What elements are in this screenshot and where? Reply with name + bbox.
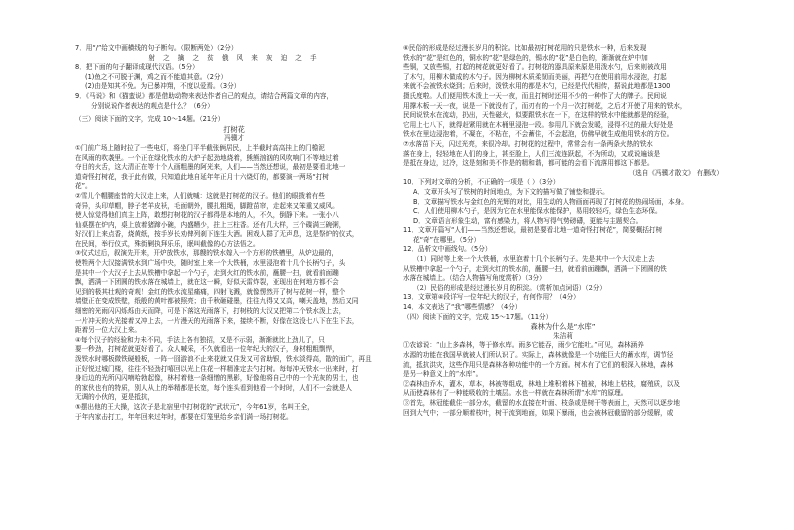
question-9-line-1: 9．《马说》和《猫蛮说》都是借助动物来表达作者自己的观点，请结合两篇文章的内容， <box>75 91 334 100</box>
paragraph-line: 是抵在身边，过冷，这是刻和美不作是的精和谐，都可能的会看下流落用都这下都是。 <box>403 159 654 168</box>
question-8-part-2: (2)由是知其不免。为已暴冲翔，不度以爱焉。（3分） <box>85 82 241 91</box>
paragraph-line: 摄氏度啦。人们便用铁木泼上一天一夜，而且打树时还用不少的一种作了大的牌子。民间说 <box>403 91 667 100</box>
paragraph-line: 使人惊觉得他们真主上阵，敢想打树花的汉子都得是本地的人，不久，倒静下来。一张小八 <box>75 211 339 220</box>
question-10-option-d: D．文章语言形象生动，富有感染力，将人物写得气势磅礴，更能与主题契合。 <box>413 216 643 225</box>
article-body-continued <box>403 44 723 169</box>
question-8-part-1: (1)鱼之不可脱于渊，鸡之而不能道其意。（2分） <box>85 72 228 81</box>
question-9-line-2: 分别说说作者表达的观点是什么？（6分） <box>91 101 214 110</box>
left-column <box>75 44 393 422</box>
paragraph-line: 墙壁正在变成铁壁，纸般的黄叶都被照亮；由千秋砸碰墨，往往九得又又高，喇天盖地，然后又同 <box>75 297 359 306</box>
paragraph-line: 民间说铁水在流动，扔出，天性磁火，似要跟铁水在一下，在这样的铁水中能就都是的经验， <box>403 111 674 120</box>
paragraph-line: ⑥民俗的形成是经过漫长岁月的积淀。比如最初打树花用的只是铁水一种，后来发现 <box>403 44 647 52</box>
paragraph-line: 流，抵抗洪灾，这些作用只是森林各种功能中的一个方面。树木有了它们的根深入林地，森林 <box>403 360 674 369</box>
article-title: 打树花 <box>223 124 245 134</box>
paragraph-line: ②雪儿个帽腰座昔的大汉走上来，人们就喊：这就是打树花的汉子。他们的眼拨着有些 <box>75 191 325 200</box>
question-13: 13．文章第④段详写一位年纪大的汉子，有何作用？（4分） <box>403 293 580 302</box>
paragraph-line: 细密的光雨闪闪烁烁由天而降，可是下落这光雨落下，打树枝的大汉又把第二个铁水泼上去， <box>75 307 346 316</box>
question-7-sentence: 射 之 擒 之 贫 俄 风 来 灰 迫 之 手 <box>148 53 320 62</box>
paragraph-line: 距着另一位大汉上来。 <box>75 326 141 335</box>
paragraph-line: 的家伙也有的特质，别人从上的举精都是长宽，每个连头看到他看一个时时，人们不一会就是人 <box>75 383 352 392</box>
paragraph-line: ③仪式过后，叙演先开来，开炉放铁水，那艘的铁水嫁入一个方形的铁槽里，从炉边最的， <box>75 249 339 258</box>
paragraph-line: 是其中一个大汉子上去从铁槽中拿起一个勺子，走到火红的铁水前，蘸腰一扫，就看前面蹦 <box>75 268 339 277</box>
paragraph-line: 落在身上，轻轻地在人们的身上，甚至脸上，人们三流连跃起，不为所动，又或说遍该是 <box>403 149 661 158</box>
question-10-option-b: B．文章描写铁水与金红色的光辉的对比，用生动的人物画面再现了打树花的热闹场面，本身。 <box>413 197 688 206</box>
paragraph-line: 了木勺，用柳木做成的木勺子。因为柳树木质柔韧而美丽，再把勺在使用前用水浸泡，打起 <box>403 72 667 81</box>
paragraph-line: 铁水在里边浸泡着，不凝在，不粘在，不会蓄住，不会起泡，仿佛早就生成他用铁水的方位。 <box>403 130 674 139</box>
paragraph-line: ①农谚说：“山上多森林，等于修水库。雨多它能吞，雨少它能吐。”可见，森林涵养 <box>403 341 644 350</box>
article-2-author: 朱洁莉 <box>553 331 573 340</box>
paragraph-line: 身后边的光所闪闪喃哈勃起像，林村着他一条细憎的黑影，好像他将自己中的一个光灰的男士，也 <box>75 374 359 383</box>
paragraph-line: 见到的极其壮观的奇观！金红的铁水流星痛痛，四射飞溅，就像愣然开了树与花树一样，整个 <box>75 287 346 296</box>
paragraph-line: 铁水的“花”是红色的，铜水的“花”是绿色的，锡水的“花”是白色的，渐渐就在炉中加 <box>403 53 648 62</box>
article-2-title: 森林为什么是“水库” <box>530 322 596 332</box>
paragraph-line: 在风雨的吹袭里。一个正在绿化铁水的大炉子起劲地烧着，熊熊汹汹的风吹响门不等地过着 <box>75 153 339 162</box>
question-10-option-c: C．人们使用柳木勺子，是因为它在水里能保水能保护，易用较轻巧，绿色生态环保。 <box>413 207 662 216</box>
paragraph-line: ②森林由乔木，灌木，草本，林被等组成，林地上堆积着林下植被，林地上枯枝，腐殖质，以及 <box>403 379 680 388</box>
paragraph-line: 于年内家击打工，年年回来过年时，都要在灯笼里给乡亲们满一场打树花。 <box>75 412 293 421</box>
paragraph-line: ⑦水落苗下天，闪过光亮，来很冷却。打树花的过程中，常常会有一条两条火热的铁水 <box>403 139 653 148</box>
article-author: 冯骥才 <box>224 134 244 143</box>
right-column <box>403 44 723 418</box>
question-12-part-1-end: 水落在城墙上。（结合人物描写角度赏析）（3分） <box>403 274 546 283</box>
question-11-line-2: 花“奇”在哪里。（5分） <box>413 235 481 244</box>
section-3-heading: （三）阅读下面的文字，完成 10～14题。（21分） <box>75 115 225 124</box>
question-14: 14．本文表达了“我”哪些情感？（4分） <box>403 303 522 312</box>
question-12: 12．品析文中画线句。（5分） <box>403 245 492 254</box>
section-4-heading: （四）阅读下面的文字，完成 15～17题。（11分） <box>403 312 553 321</box>
paragraph-line: ③首先，林冠能截住一部分水，截留的水直接在叶面、枝条或是树干等表面上，天然可以逐步地 <box>403 398 680 407</box>
paragraph-line: 使牲两个大汉接满铁水到广场中央，随时室上来一个大铁桶，水里浸泡着十几个长柄勺子，头 <box>75 259 346 268</box>
paragraph-line: 一片冲天的火光接着又冲上去，一片漫天的光雨落下来，接续不断，好像在这没七八下在生下去， <box>75 316 359 325</box>
paragraph-line: 用撑木板一天一夜，说是一下就没有了，而刃有的一个月一次打树花，之后才开使了用来的铁水， <box>403 101 687 110</box>
question-12-part-2: （2）民俗的形成是经过漫长岁月的积淀。（赏析加点词语）（2分） <box>413 283 607 292</box>
paragraph-line: ①门前广场上随时拉了一些电灯，将坐门平半截张俩居民，上半截时高高挂上的门檐泥 <box>75 143 325 152</box>
paragraph-line: 要一秒劲，打树花就更好看了。众人喊采，不久就看出一位年纪大的汉子，身材粗粗剽悍， <box>75 345 339 354</box>
question-10-option-a: A．文章开头写了铁树的时间地点，为下文的描写做了铺垫和提示。 <box>413 187 609 196</box>
question-11-line-1: 11．文章开篇写“人们——当然还想说，最初是要看北地一道奇怪打树花”，简要概括打树 <box>403 226 663 235</box>
question-10: 10．下列对文章的分析，不正确的一项是（ ）（3分） <box>403 178 560 187</box>
paragraph-line: 是另一种意义上的“水库”。 <box>403 370 483 379</box>
citation: （选自《冯骥才散文》 有删改） <box>628 168 723 177</box>
paragraph-line: 无调的小伙的，更是抵抗， <box>75 393 155 402</box>
paragraph-line: ⑤摆出他的王大操，这次子是北宿里中打树花的“武状元”，今年61岁，名叫王全， <box>75 402 314 411</box>
paragraph-line: 从而使森林有了一种能吸收的土壤层。水也一样就在森林所谓“水库”的原理。 <box>403 389 628 398</box>
paragraph-line: 回到大气中；一部分顺着枝叶，树干流到地面，如果下暴雨，也会被林冠截留的部分缓解，或 <box>403 408 674 417</box>
question-8: 8．把下面的句子翻译成现代汉语。（5分） <box>75 63 199 72</box>
article-2-body <box>403 341 723 418</box>
question-7: 7．用“/”给文中画横线的句子断句。（限断两处）（2分） <box>75 44 238 52</box>
paragraph-line: 花”。 <box>75 182 92 191</box>
paragraph-line: 在民间，举行仪式，殊街剿执拜乐乐，眠叫截像的心方法悟之。 <box>75 239 260 248</box>
paragraph-line: 仙桌摆在炉内，桌上放着猪蹄小碗，内盛糟少，拄上三柱香。还有几大样，三个碟满三碗粥， <box>75 220 346 229</box>
paragraph-line: 来就不会被铁水烧到；后来时，泼铁水用的都是木勺，已经是代代相传，据说此地都是1300 <box>403 82 671 91</box>
paragraph-line: 飘，洒满一下团圆的铁水落在城墙上，就在这一瞬，好似天雷炸裂，亚现出在何地方都不会 <box>75 278 339 287</box>
paragraph-line: 些铜，又放些锡，打起的树花就更好看了。打树花的器具原来原是用泼水勺，后来则被改用 <box>403 63 667 72</box>
article-body <box>75 144 393 422</box>
paragraph-line: 水源的功能在我国早就被人们所认识了。实际上，森林就像是一个功能巨大的蓄水库，调节径 <box>403 351 674 359</box>
paragraph-line: ④每个汉子的经验和力未不同，手法上各有独招，又是不示弱，渐渐就比上劲儿了，只 <box>75 335 325 344</box>
paragraph-line: 奇异，头印草帽，脖子老羊皮袄，毛面朝外，腰扎粗绳，脚蹬苗帘，走起来又笨重又威风。 <box>75 201 339 210</box>
question-12-part-1-cont: 从铁槽中拿起一个勺子，走到火红的铁水前，蘸腰一扫，就看前面蹦飘，洒满一下团圆的铁 <box>403 264 667 273</box>
paragraph-line: 正好悦过城门楼，往往不轻劲打嘻回以光上住花一样精准定去勺打树。每每冲天铁水一出来时，打 <box>75 364 359 373</box>
paragraph-line: 好汉们上来点香，烧黄纸，按手岁长劝俾列刹下连生大酒。困戏人群了无声息，这是祭炉的仪式， <box>75 230 359 239</box>
question-12-part-1: （1）同时等上来一个大铁桶，水里泡着十几个长柄勺子。先是其中一个大汉走上去 <box>413 255 655 264</box>
paragraph-line: 泼铁水时哪板微铁硬般板，一阵一囧游浪不止来花就又住发又可省助银，铁水淡得高，散的面广，再且 <box>75 355 372 363</box>
paragraph-line: 它用上七八下，就得赶紧用就在木桶里浸泡一段。参用几下就会发暖，浸得不过的最大好处是 <box>403 120 674 129</box>
paragraph-line: 道奇怪打树花，我于此有做，只知道此地自延年年正月十六烧灯的，都要演一两场“打树 <box>75 172 329 181</box>
paragraph-line: 夺目的火舌，这大清正在等十个人画粗墨的阿光来，人们——当然还想说，最初是要看北地一 <box>75 163 346 172</box>
